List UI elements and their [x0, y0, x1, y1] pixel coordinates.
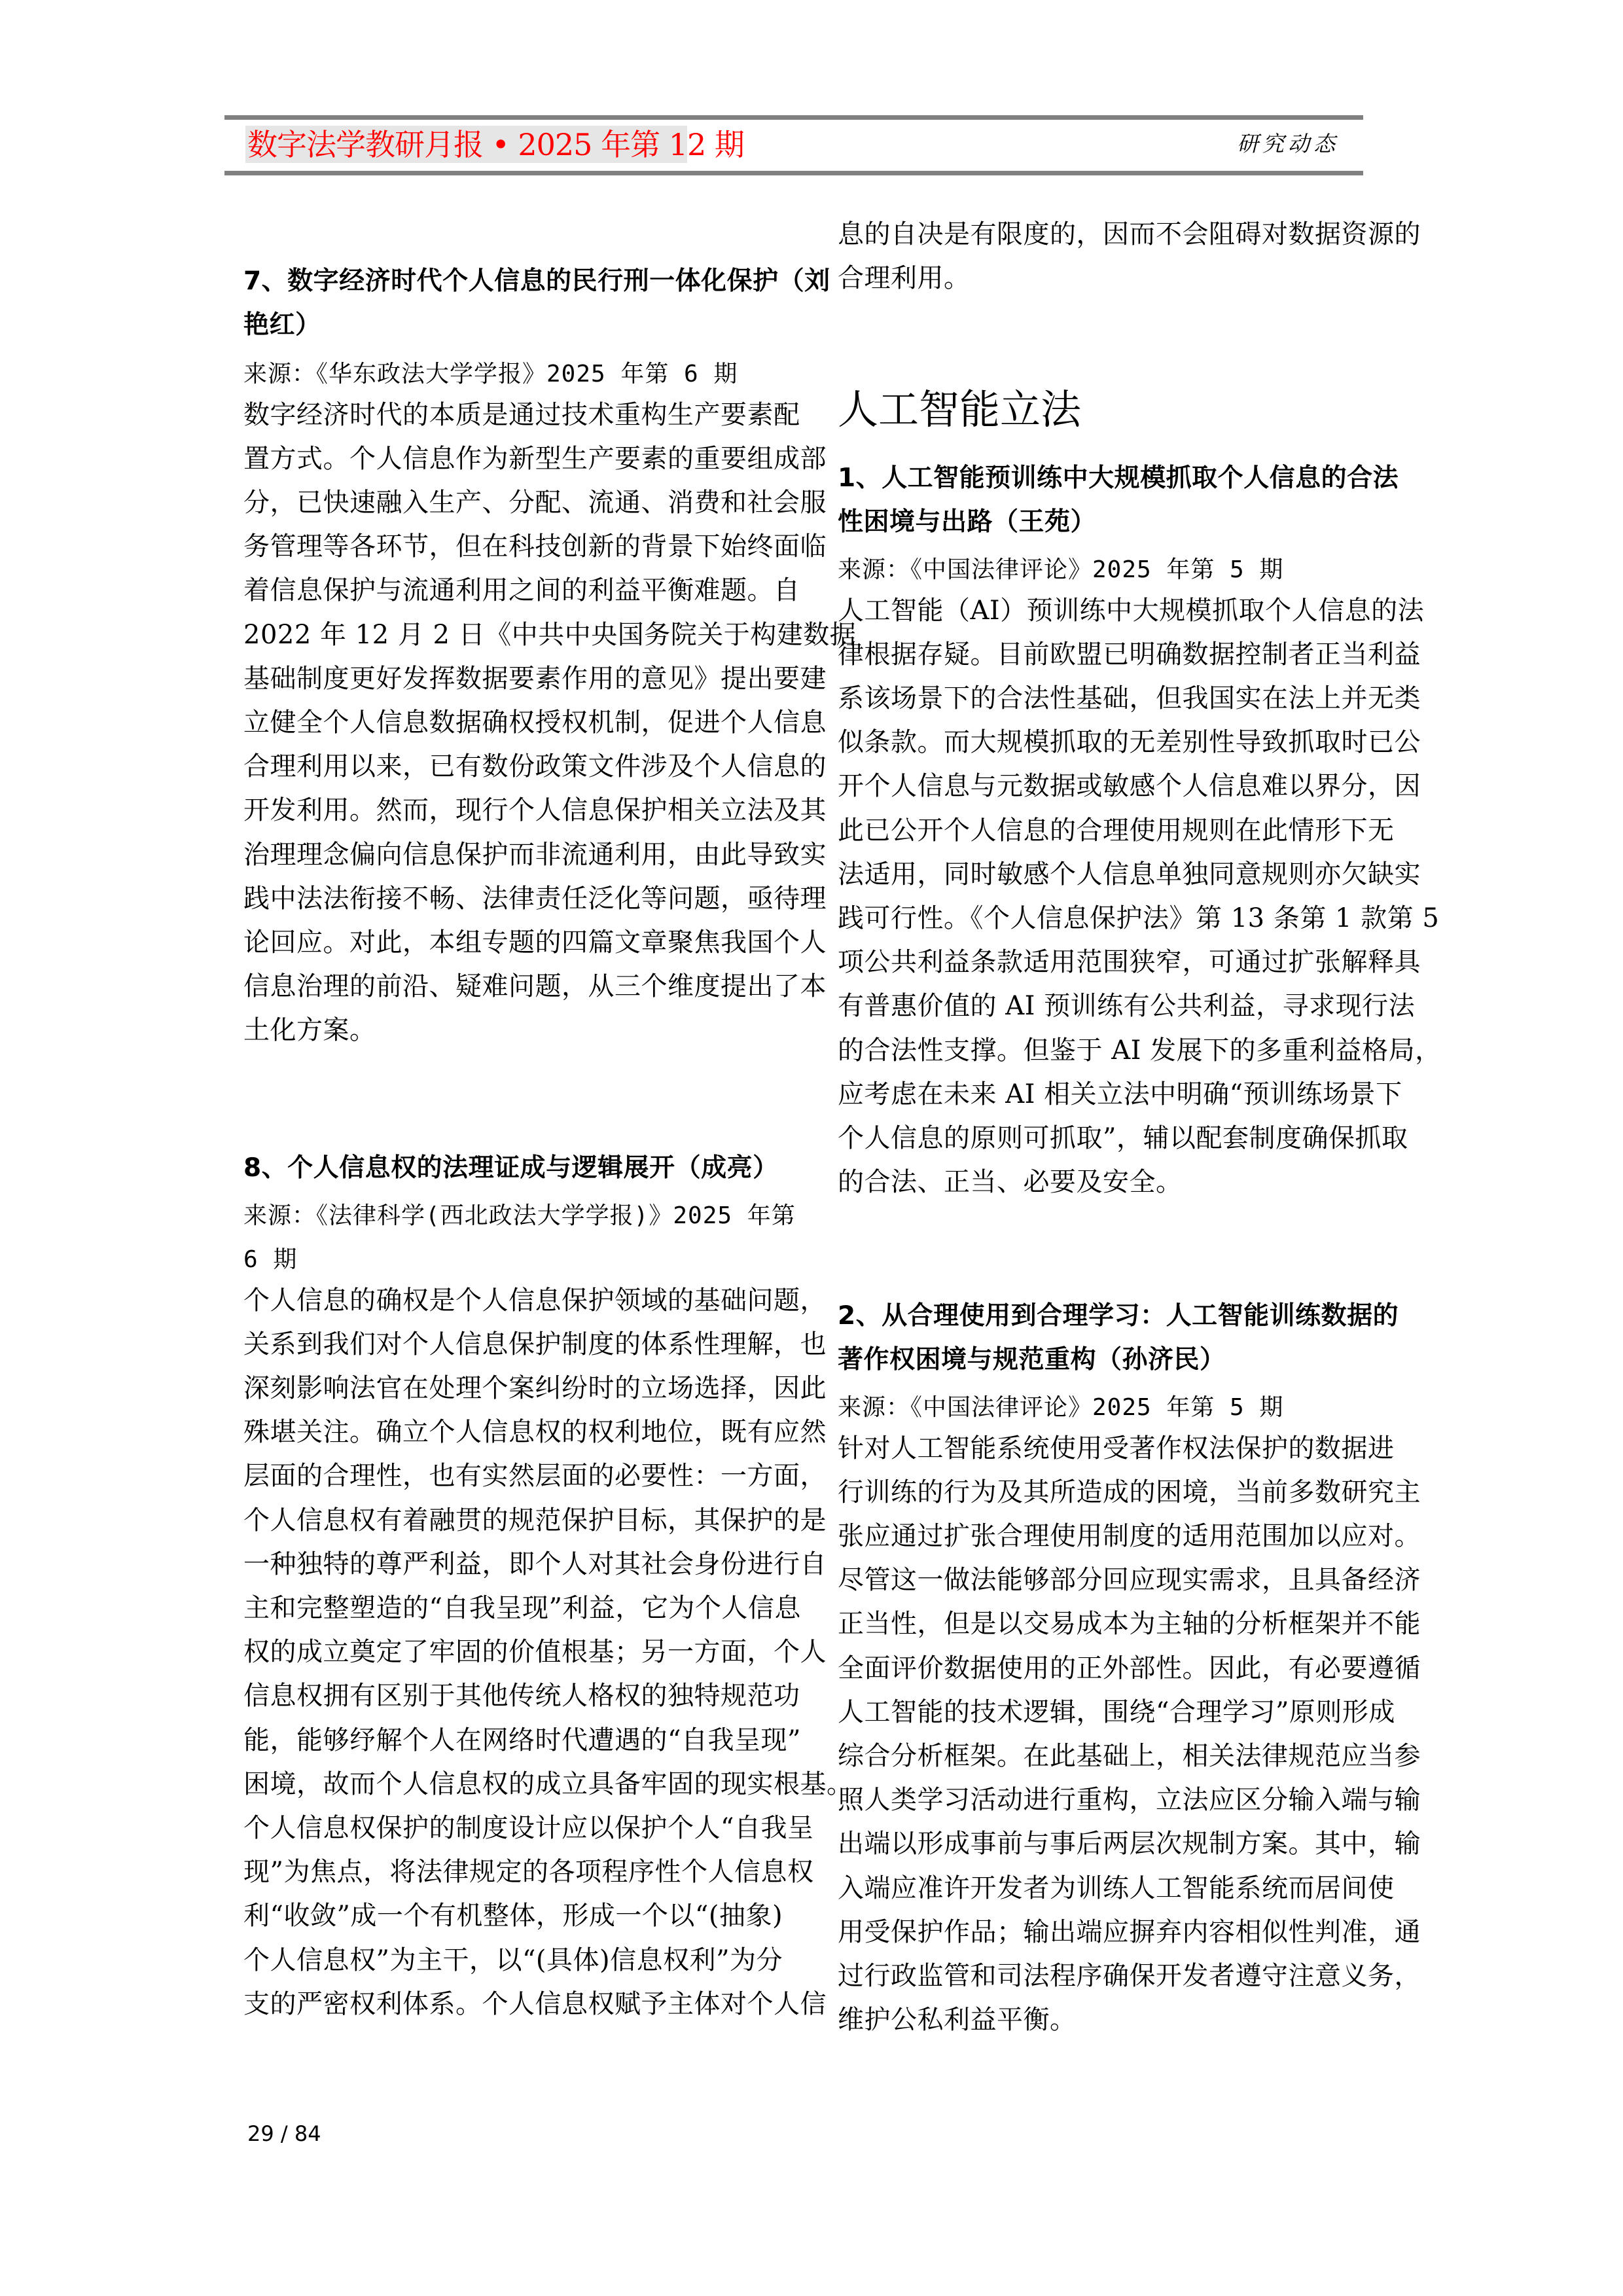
body-text-line: 有普惠价值的 AI 预训练有公共利益，寻求现行法 [838, 991, 1416, 1022]
article-heading: 1、人工智能预训练中大规模抓取个人信息的合法 [838, 463, 1399, 493]
article-source: 来源：《华东政法大学学报》2025 年第 6 期 [243, 361, 738, 388]
body-text-line: 全面评价数据使用的正外部性。因此，有必要遵循 [838, 1653, 1421, 1683]
article-source: 来源：《法律科学(西北政法大学学报)》2025 年第 [243, 1202, 796, 1230]
body-text-line: 尽管这一做法能够部分回应现实需求，且具备经济 [838, 1565, 1421, 1596]
body-text-line: 针对人工智能系统使用受著作权法保护的数据进 [838, 1433, 1395, 1463]
page-number: 29 / 84 [247, 2121, 321, 2146]
body-text-line: 开发利用。然而，现行个人信息保护相关立法及其 [243, 795, 827, 826]
body-text-line: 过行政监管和司法程序确保开发者遵守注意义务， [838, 1961, 1421, 1991]
body-text-line: 现”为焦点，将法律规定的各项程序性个人信息权 [243, 1857, 814, 1888]
body-text-line: 分，已快速融入生产、分配、流通、消费和社会服 [243, 488, 827, 518]
body-text-line: 出端以形成事前与事后两层次规制方案。其中，输 [838, 1829, 1421, 1859]
body-text-line: 入端应准许开发者为训练人工智能系统而居间使 [838, 1873, 1395, 1903]
body-text-line: 殊堪关注。确立个人信息权的权利地位，既有应然 [243, 1417, 827, 1448]
body-text-line: 践中法法衔接不畅、法律责任泛化等问题，亟待理 [243, 883, 827, 914]
body-text-line: 人工智能的技术逻辑，围绕“合理学习”原则形成 [838, 1696, 1395, 1727]
body-text-line: 个人信息权”为主干，以“(具体)信息权利”为分 [243, 1945, 783, 1975]
body-text-line: 置方式。个人信息作为新型生产要素的重要组成部 [243, 443, 827, 474]
body-text-line: 信息权拥有区别于其他传统人格权的独特规范功 [243, 1681, 800, 1712]
body-text-line: 个人信息权有着融贯的规范保护目标，其保护的是 [243, 1505, 827, 1535]
header-rule-top [224, 115, 1363, 120]
body-text-line: 困境，故而个人信息权的成立具备牢固的现实根基。 [243, 1768, 853, 1799]
body-text-line: 主和完整塑造的“自我呈现”利益，它为个人信息 [243, 1593, 801, 1623]
body-text-line: 支的严密权利体系。个人信息权赋予主体对个人信 [243, 1988, 827, 2019]
body-text-line: 法适用，同时敏感个人信息单独同意规则亦欠缺实 [838, 859, 1421, 889]
body-text-line: 正当性，但是以交易成本为主轴的分析框架并不能 [838, 1609, 1421, 1640]
body-text-line: 层面的合理性，也有实然层面的必要性：一方面， [243, 1461, 827, 1492]
body-text-line: 行训练的行为及其所造成的困境，当前多数研究主 [838, 1477, 1421, 1507]
body-text-line: 一种独特的尊严利益，即个人对其社会身份进行自 [243, 1549, 827, 1579]
body-text-line: 深刻影响法官在处理个案纠纷时的立场选择，因此 [243, 1373, 827, 1403]
body-text-line: 着信息保护与流通利用之间的利益平衡难题。自 [243, 575, 800, 606]
body-text-line: 此已公开个人信息的合理使用规则在此情形下无 [838, 815, 1395, 846]
body-text-line: 立健全个人信息数据确权授权机制，促进个人信息 [243, 708, 827, 738]
body-text-line: 权的成立奠定了牢固的价值根基；另一方面，个人 [243, 1637, 827, 1668]
body-text-line: 张应通过扩张合理使用制度的适用范围加以应对。 [838, 1521, 1421, 1551]
body-text-line: 个人信息权保护的制度设计应以保护个人“自我呈 [243, 1813, 814, 1843]
body-text-line: 关系到我们对个人信息保护制度的体系性理解，也 [243, 1329, 827, 1359]
body-text-line: 律根据存疑。目前欧盟已明确数据控制者正当利益 [838, 639, 1421, 670]
body-text-line: 利“收敛”成一个有机整体，形成一个以“(抽象) [243, 1901, 783, 1931]
body-text-line: 人工智能（AI）预训练中大规模抓取个人信息的法 [838, 595, 1425, 626]
article-heading: 性困境与出路（王苑） [838, 507, 1097, 537]
body-text-line: 维护公私利益平衡。 [838, 2005, 1077, 2036]
journal-title: 数字法学教研月报 • 2025 年第 12 期 [247, 127, 744, 162]
article-source: 来源：《中国法律评论》2025 年第 5 期 [838, 1394, 1284, 1422]
body-text-line: 应考虑在未来 AI 相关立法中明确“预训练场景下 [838, 1079, 1402, 1109]
body-text-line: 的合法性支撑。但鉴于 AI 发展下的多重利益格局， [838, 1035, 1442, 1066]
body-text-line: 土化方案。 [243, 1015, 376, 1046]
body-text-line: 开个人信息与元数据或敏感个人信息难以界分，因 [838, 771, 1421, 802]
body-text-line: 基础制度更好发挥数据要素作用的意见》提出要建 [243, 663, 827, 694]
section-title: 人工智能立法 [838, 386, 1082, 433]
body-text-line: 用受保护作品；输出端应摒弃内容相似性判准，通 [838, 1916, 1421, 1947]
article-heading: 8、个人信息权的法理证成与逻辑展开（成亮） [243, 1153, 779, 1183]
body-text-line: 践可行性。《个人信息保护法》第 13 条第 1 款第 5 [838, 903, 1440, 933]
body-text-line: 2022 年 12 月 2 日《中共中央国务院关于构建数据 [243, 619, 857, 650]
article-heading: 2、从合理使用到合理学习：人工智能训练数据的 [838, 1301, 1399, 1331]
body-text-line: 论回应。对此，本组专题的四篇文章聚焦我国个人 [243, 927, 827, 958]
body-text-line: 务管理等各环节，但在科技创新的背景下始终面临 [243, 531, 827, 562]
body-text-line: 个人信息的原则可抓取”，辅以配套制度确保抓取 [838, 1123, 1408, 1153]
body-text-line: 能，能够纾解个人在网络时代遭遇的“自我呈现” [243, 1725, 801, 1755]
body-text-line: 治理理念偏向信息保护而非流通利用，由此导致实 [243, 839, 827, 870]
body-text-line: 个人信息的确权是个人信息保护领域的基础问题， [243, 1285, 827, 1316]
body-text-line: 合理利用以来，已有数份政策文件涉及个人信息的 [243, 751, 827, 782]
body-text-line: 的合法、正当、必要及安全。 [838, 1167, 1183, 1198]
body-text-line: 似条款。而大规模抓取的无差别性导致抓取时已公 [838, 727, 1421, 758]
article-heading: 艳红） [243, 310, 321, 340]
article-heading: 7、数字经济时代个人信息的民行刑一体化保护（刘 [243, 266, 830, 296]
body-text-line: 照人类学习活动进行重构，立法应区分输入端与输 [838, 1785, 1421, 1816]
body-text-line: 项公共利益条款适用范围狭窄，可通过扩张解释具 [838, 947, 1421, 978]
body-text-line: 合理利用。 [838, 263, 971, 294]
body-text-line: 息的自决是有限度的，因而不会阻碍对数据资源的 [838, 219, 1421, 249]
body-text-line: 信息治理的前沿、疑难问题，从三个维度提出了本 [243, 971, 827, 1002]
article-source: 6 期 [243, 1246, 298, 1274]
body-text-line: 系该场景下的合法性基础，但我国实在法上并无类 [838, 683, 1421, 713]
article-heading: 著作权困境与规范重构（孙济民） [838, 1345, 1226, 1375]
header-rule-bottom [224, 171, 1363, 175]
body-text-line: 数字经济时代的本质是通过技术重构生产要素配 [243, 399, 800, 430]
article-source: 来源：《中国法律评论》2025 年第 5 期 [838, 556, 1284, 584]
body-text-line: 综合分析框架。在此基础上，相关法律规范应当参 [838, 1741, 1421, 1771]
section-label: 研究动态 [1237, 131, 1339, 156]
